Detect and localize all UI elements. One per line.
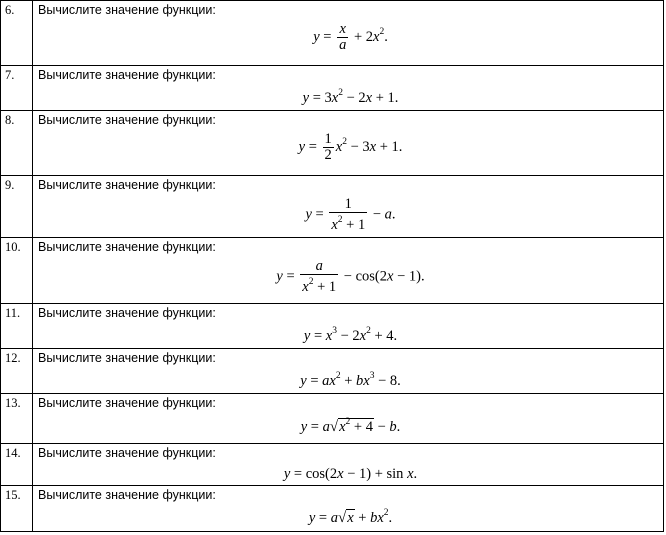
task-prompt: Вычислите значение функции: — [38, 113, 216, 127]
formula: y = $\frac{1}{x^2 + 1}$ − a. — [305, 196, 396, 233]
row-number: 13. — [1, 394, 33, 444]
task-prompt: Вычислите значение функции: — [38, 306, 216, 320]
task-prompt: Вычислите значение функции: — [38, 396, 216, 410]
row-number: 10. — [1, 238, 33, 304]
table-row — [1, 66, 664, 111]
task-prompt: Вычислите значение функции: — [38, 488, 216, 502]
table-row — [1, 486, 664, 532]
task-cell — [33, 66, 664, 111]
task-prompt: Вычислите значение функции: — [38, 351, 216, 365]
row-number: 8. — [1, 111, 33, 176]
table-row — [1, 394, 664, 444]
task-cell — [33, 111, 664, 176]
table-row — [1, 444, 664, 486]
task-cell — [33, 238, 664, 304]
row-number: 7. — [1, 66, 33, 111]
task-cell — [33, 1, 664, 66]
task-cell — [33, 349, 664, 394]
formula: $y = ax^2 + bx^3 - 8$. — [300, 371, 401, 389]
table-row — [1, 238, 664, 304]
task-prompt: Вычислите значение функции: — [38, 240, 216, 254]
formula: y = $\frac{a}{x^2 + 1}$ − cos(2x − 1). — [276, 258, 425, 295]
task-prompt: Вычислите значение функции: — [38, 68, 216, 82]
formula: y = $\frac{1}{2}$ $x^2 - 3x + 1$. — [298, 131, 403, 163]
row-number: 12. — [1, 349, 33, 394]
task-cell — [33, 486, 664, 532]
task-prompt: Вычислите значение функции: — [38, 3, 216, 17]
table-row — [1, 176, 664, 238]
formula: $y = x^3 - 2x^2 + 4$. — [303, 326, 398, 344]
task-cell — [33, 444, 664, 486]
task-prompt: Вычислите значение функции: — [38, 446, 216, 460]
formula: y = $\frac{x}{a}$ + $2x^2$. — [313, 21, 388, 53]
task-cell — [33, 394, 664, 444]
task-prompt: Вычислите значение функции: — [38, 178, 216, 192]
formula: $y = a√x + bx^2$. — [308, 508, 393, 526]
row-number: 9. — [1, 176, 33, 238]
table-row — [1, 1, 664, 66]
formula: y = cos(2x − 1) + sin x. — [283, 466, 418, 482]
row-number: 15. — [1, 486, 33, 532]
row-number: 11. — [1, 304, 33, 349]
formula: $y = 3x^2 - 2x + 1$. — [302, 88, 399, 106]
table-row — [1, 349, 664, 394]
table-row — [1, 111, 664, 176]
formula: $y = a√x^2 + 4 - b$. — [300, 417, 401, 435]
row-number: 6. — [1, 1, 33, 66]
row-number: 14. — [1, 444, 33, 486]
task-cell — [33, 304, 664, 349]
task-cell — [33, 176, 664, 238]
table-row — [1, 304, 664, 349]
